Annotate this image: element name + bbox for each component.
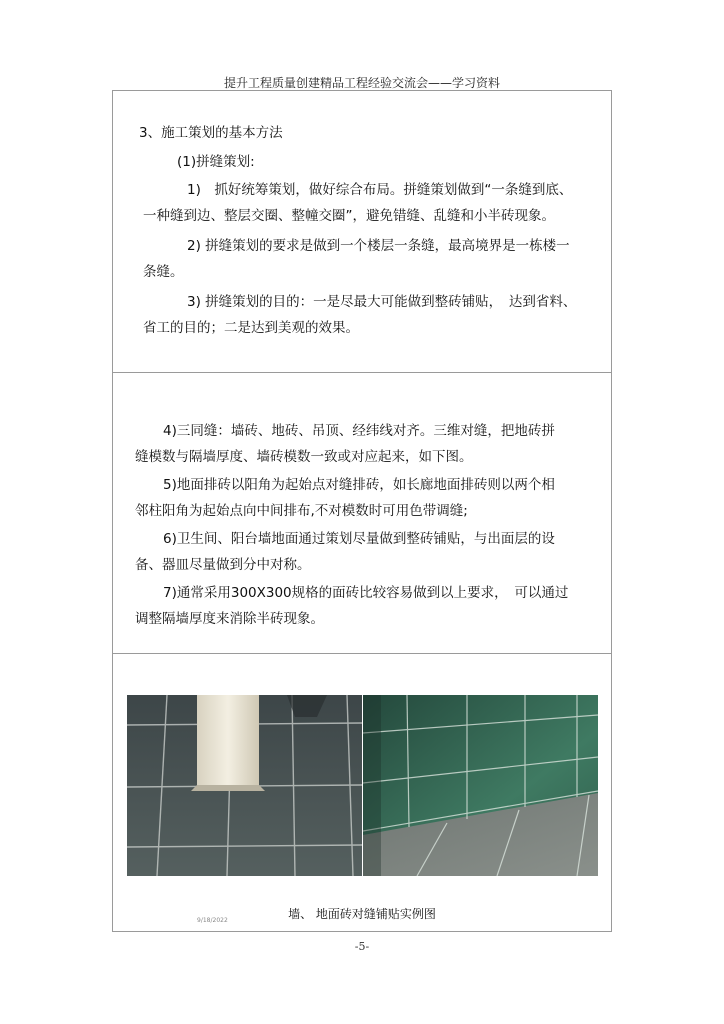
sub-heading: (1)拼缝策划:	[177, 154, 255, 170]
paragraph-6: 6)卫生间、阳台墙地面通过策划尽量做到整砖铺贴，与出面层的设 备、器皿尽量做到分中对称。	[135, 531, 555, 573]
date-stamp: 9/18/2022	[197, 917, 228, 924]
paragraph-7: 7)通常采用300X300规格的面砖比较容易做到以上要求， 可以通过 调整隔墙厚度来消除半砖现象。	[135, 585, 569, 627]
divider	[113, 372, 611, 373]
tile-photo	[127, 695, 598, 876]
paragraph-5: 5)地面排砖以阳角为起始点对缝排砖，如长廊地面排砖则以两个相 邻柱阳角为起始点向中间排布,不对模数时可用色带调缝;	[135, 477, 555, 519]
wall-tiles-photo	[363, 695, 598, 876]
paragraph-4: 4)三同缝：墙砖、地砖、吊顶、经纬线对齐。三维对缝，把地砖拼 缝模数与隔墙厚度、墙砖模数一致或对应起来，如下图。	[135, 423, 555, 465]
paragraph-1: 1) 抓好统筹策划，做好综合布局。拼缝策划做到“一条缝到底、 一种缝到边、整层交圈、整幢交圈”，避免错缝、乱缝和小半砖现象。	[143, 182, 573, 224]
figure-caption: 墙、 地面砖对缝铺贴实例图	[288, 907, 436, 921]
divider	[113, 653, 611, 654]
paragraph-2: 2) 拼缝策划的要求是做到一个楼层一条缝，最高境界是一栋楼一 条缝。	[143, 238, 570, 280]
floor-tiles-photo	[127, 695, 362, 876]
content-frame	[112, 90, 612, 932]
section-title: 3、施工策划的基本方法	[139, 125, 283, 141]
page-header: 提升工程质量创建精品工程经验交流会——学习资料	[223, 76, 500, 90]
page-number: -5-	[354, 940, 370, 953]
paragraph-3: 3) 拼缝策划的目的：一是尽最大可能做到整砖铺贴， 达到省料、 省工的目的；二是达到美观的效果。	[143, 294, 577, 336]
